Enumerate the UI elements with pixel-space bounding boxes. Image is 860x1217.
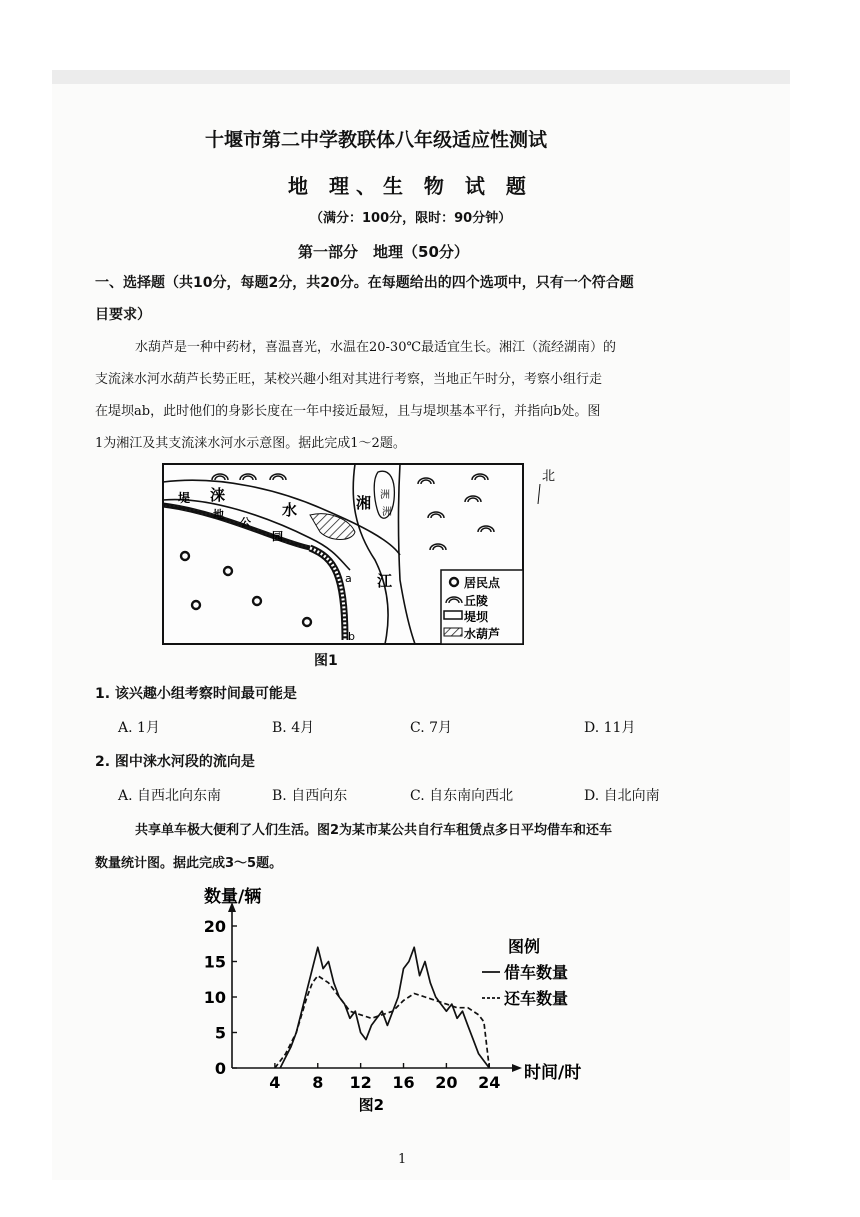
x-axis-arrow xyxy=(512,1064,522,1072)
label-lai: 涞 xyxy=(210,486,226,504)
legend-levee-symbol xyxy=(444,611,462,619)
q2-option-a[interactable]: A. 自西北向东南 xyxy=(118,788,222,804)
x-tick-label: 24 xyxy=(478,1073,501,1092)
y-tick-label: 5 xyxy=(214,1023,226,1043)
legend-settlement: 居民点 xyxy=(464,576,501,590)
x-tick-label: 4 xyxy=(269,1073,281,1092)
label-island2: 洲 xyxy=(382,507,392,518)
label-yuan: 园 xyxy=(272,530,283,543)
passage2-line: 共享单车极大便利了人们生活。图2为某市某公共自行车租赁点多日平均借车和还车 xyxy=(135,823,613,838)
label-b: b xyxy=(348,630,355,643)
passage1-line: 水葫芦是一种中药材，喜温喜光，水温在20-30℃最适宜生长。湘江（流经湖南）的 xyxy=(135,340,617,355)
q1-option-d[interactable]: D. 11月 xyxy=(584,720,636,736)
q2-option-b[interactable]: B. 自西向东 xyxy=(272,788,348,804)
legend-borrow: 借车数量 xyxy=(504,963,569,982)
north-arrow xyxy=(538,484,540,504)
label-jiang: 江 xyxy=(377,572,393,590)
x-axis-label: 时间/时 xyxy=(524,1063,582,1083)
y-axis-label: 数量/辆 xyxy=(204,887,262,907)
legend-levee: 堤坝 xyxy=(464,610,489,624)
exam-title: 十堰市第二中学教联体八年级适应性测试 xyxy=(205,129,548,151)
q2-option-d[interactable]: D. 自北向南 xyxy=(584,788,660,804)
x-tick-label: 8 xyxy=(312,1073,324,1092)
section-heading-line2: 目要求） xyxy=(95,307,151,323)
q2-option-c[interactable]: C. 自东南向西北 xyxy=(410,788,514,804)
label-a: a xyxy=(345,572,352,585)
passage1-line: 1为湘江及其支流涞水河水示意图。据此完成1～2题。 xyxy=(95,436,406,451)
passage1-line: 支流涞水河水葫芦长势正旺，某校兴趣小组对其进行考察，当地正午时分，考察小组行走 xyxy=(95,372,603,387)
legend-hyacinth: 水葫芦 xyxy=(464,627,501,641)
section-heading-line1: 一、选择题（共10分，每题2分，共20分。在每题给出的四个选项中，只有一个符合题 xyxy=(95,275,634,291)
figure2-chart xyxy=(190,880,610,1120)
y-tick-label: 10 xyxy=(203,988,226,1007)
page-number: 1 xyxy=(398,1152,407,1167)
x-tick-label: 12 xyxy=(349,1073,372,1092)
x-tick-label: 20 xyxy=(435,1073,458,1092)
scan-edge xyxy=(52,70,790,84)
legend-title: 图例 xyxy=(508,937,541,956)
y-tick-label: 20 xyxy=(203,917,226,936)
question-1-stem: 1. 该兴趣小组考察时间最可能是 xyxy=(95,686,297,702)
x-tick-label: 16 xyxy=(392,1073,415,1092)
legend-hyacinth-symbol xyxy=(444,628,462,636)
question-2-stem: 2. 图中涞水河段的流向是 xyxy=(95,754,255,770)
q1-option-b[interactable]: B. 4月 xyxy=(272,720,315,736)
score-info: （满分：100分，限时：90分钟） xyxy=(310,211,512,226)
q1-option-c[interactable]: C. 7月 xyxy=(410,720,453,736)
label-gong: 公 xyxy=(240,516,251,529)
label-island: 洲 xyxy=(380,490,390,501)
part-title: 第一部分 地理（50分） xyxy=(298,243,469,261)
q1-option-a[interactable]: A. 1月 xyxy=(118,720,160,736)
figure1-caption: 图1 xyxy=(314,653,338,669)
passage2-line: 数量统计图。据此完成3～5题。 xyxy=(95,856,283,871)
series-borrow-line xyxy=(280,947,489,1068)
label-di: 堤 xyxy=(178,491,191,505)
y-tick-label: 15 xyxy=(203,952,226,972)
label-di2: 地 xyxy=(213,508,224,521)
label-xiang: 湘 xyxy=(356,494,372,512)
chart-title: 图2 xyxy=(358,1096,385,1114)
label-shui: 水 xyxy=(282,501,298,519)
passage1-line: 在堤坝ab，此时他们的身影长度在一年中接近最短，且与堤坝基本平行，并指向b处。图 xyxy=(95,404,601,419)
legend-return: 还车数量 xyxy=(504,989,569,1008)
figure1-map xyxy=(160,460,560,670)
exam-subtitle: 地 理、生 物 试 题 xyxy=(288,174,533,198)
north-label: 北 xyxy=(542,469,556,484)
y-tick-label: 0 xyxy=(214,1059,226,1078)
legend-hill: 丘陵 xyxy=(464,594,489,608)
